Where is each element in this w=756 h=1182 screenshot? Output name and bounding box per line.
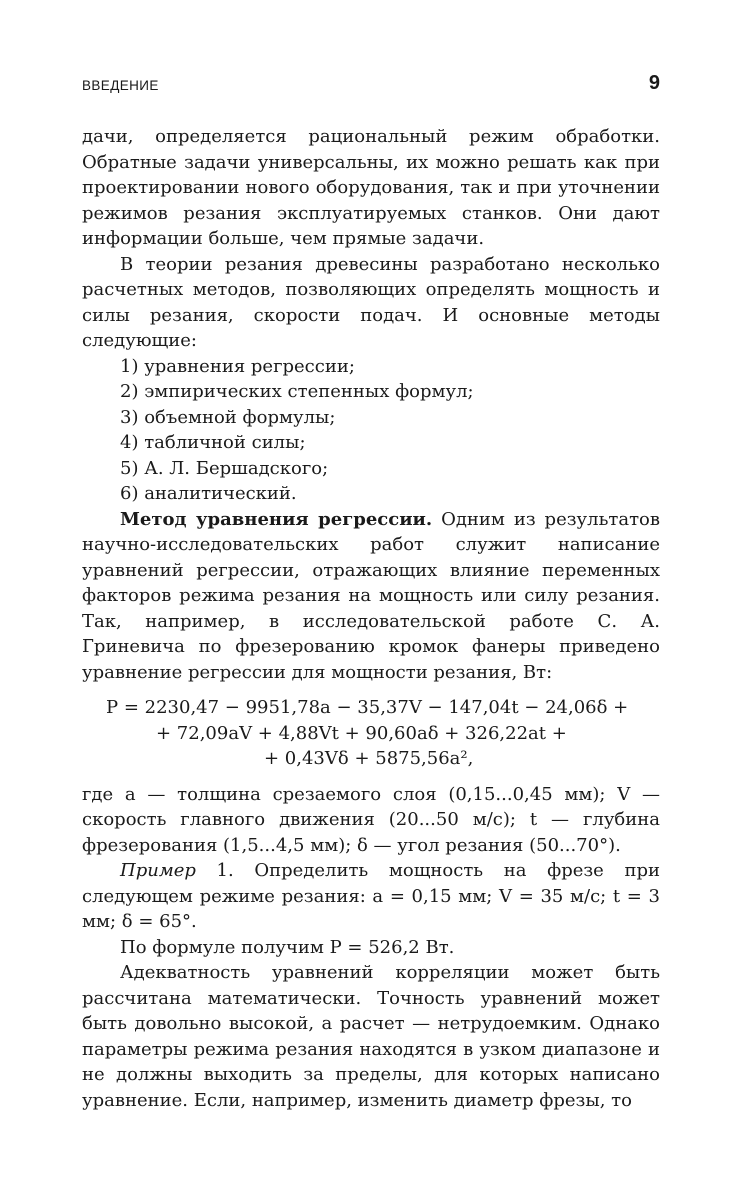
paragraph-example (82, 858, 660, 935)
page-number: 9 (648, 72, 660, 94)
formula-line-2: + 72,09aV + 4,88Vt + 90,60aδ + 326,22at + (156, 722, 567, 744)
body-text (82, 124, 660, 1113)
methods-list (82, 354, 660, 507)
list-item: 1) уравнения регрессии; (120, 355, 355, 377)
formula-line-1: P = 2230,47 − 9951,78a − 35,37V − 147,04t − 24,06δ + (106, 697, 629, 718)
formula-line-3: + 0,43Vδ + 5875,56a², (264, 748, 474, 769)
list-item: 6) аналитический. (120, 483, 297, 504)
paragraph-regression-text: Одним из результатов научно-исследовательских работ служит написание уравнений регрессии, отражающих влияние переменных факторов режима резания на мощность или силу резания. Так, например, в исследовательской работе С. А. Гриневича по фрезерованию кромок фанеры приведено уравнение регрессии для мощности резания, Вт: (82, 508, 660, 683)
list-item: 4) табличной силы; (120, 432, 306, 453)
example-label: Пример (120, 860, 196, 881)
paragraph-adequacy: Адекватность уравнений корреляции может быть рассчитана математически. Точность уравнений может быть довольно высокой, а расчет — нетрудоемким. Однако параметры режима резания находятся в узком диапазоне и не должны выходить за пределы, для которых написано уравнение. Если, например, изменить диаметр фрезы, то (82, 962, 660, 1111)
list-item: 3) объемной формулы; (120, 406, 336, 428)
regression-formula (82, 695, 660, 772)
paragraph-regression-method (82, 507, 660, 686)
section-run-in-heading: Метод уравнения регрессии. (120, 508, 433, 530)
running-title: ВВЕДЕНИЕ (82, 78, 159, 93)
page-header (82, 72, 660, 102)
list-item: 5) А. Л. Бершадского; (120, 457, 329, 479)
example-text: 1. Определить мощность на фрезе при следующем режиме резания: a = 0,15 мм; V = 35 м/с; t = 3 мм; δ = 65°. (82, 860, 660, 932)
paragraph-result: По формуле получим P = 526,2 Вт. (120, 936, 455, 958)
paragraph-methods-intro: В теории резания древесины разработано несколько расчетных методов, позволяющих определять мощность и силы резания, скорости подач. И основные методы следующие: (82, 253, 660, 351)
paragraph-variable-definitions: где a — толщина срезаемого слоя (0,15...0,45 мм); V — скорость главного движения (20...50 м/с); t — глубина фрезерования (1,5...4,5 мм); δ — угол резания (50...70°). (82, 783, 660, 856)
paragraph-continuation: дачи, определяется рациональный режим обработки. Обратные задачи универсальны, их можно решать как при проектировании нового оборудования, так и при уточнении режимов резания эксплуатируемых станков. Они дают информации больше, чем прямые задачи. (82, 126, 660, 249)
list-item: 2) эмпирических степенных формул; (120, 381, 474, 402)
